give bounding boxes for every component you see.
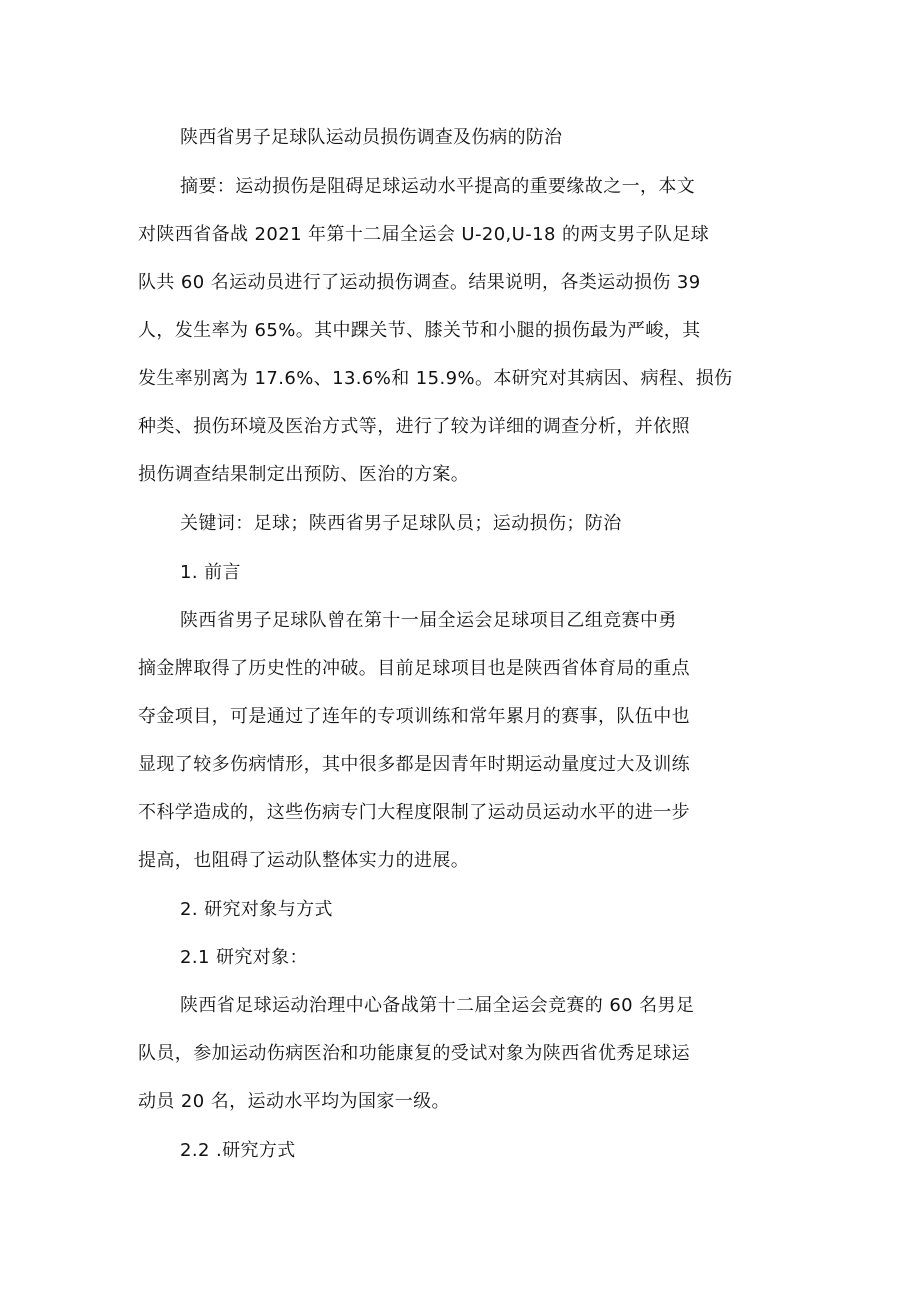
paragraph-line: 陕西省男子足球队曾在第十一届全运会足球项目乙组竞赛中勇 (180, 610, 677, 631)
abstract-line: 对陕西省备战 2021 年第十二届全运会 U-20,U-18 的两支男子队足球 (138, 224, 710, 245)
paragraph-line: 显现了较多伤病情形，其中很多都是因青年时期运动量度过大及训练 (138, 754, 690, 775)
abstract-line: 发生率别离为 17.6%、13.6%和 15.9%。本研究对其病因、病程、损伤 (138, 368, 733, 389)
paper-title: 陕西省男子足球队运动员损伤调查及伤病的防治 (180, 127, 563, 148)
paragraph-line: 动员 20 名，运动水平均为国家一级。 (138, 1091, 450, 1112)
keywords-line: 关键词：足球；陕西省男子足球队员；运动损伤；防治 (180, 513, 622, 534)
abstract-line: 队共 60 名运动员进行了运动损伤调查。结果说明，各类运动损伤 39 (138, 272, 701, 293)
subsection-heading: 2.1 研究对象： (180, 947, 308, 968)
paragraph-line: 队员，参加运动伤病医治和功能康复的受试对象为陕西省优秀足球运 (138, 1043, 690, 1064)
paragraph-line: 摘金牌取得了历史性的冲破。目前足球项目也是陕西省体育局的重点 (138, 658, 690, 679)
abstract-line: 摘要：运动损伤是阻碍足球运动水平提高的重要缘故之一，本文 (180, 176, 696, 197)
subsection-heading: 2.2 .研究方式 (180, 1140, 296, 1161)
paragraph-line: 夺金项目，可是通过了连年的专项训练和常年累月的赛事，队伍中也 (138, 706, 690, 727)
abstract-line: 人，发生率为 65%。其中踝关节、膝关节和小腿的损伤最为严峻，其 (138, 320, 701, 341)
abstract-line: 损伤调查结果制定出预防、医治的方案。 (138, 464, 470, 485)
section-heading: 1. 前言 (180, 562, 241, 583)
paragraph-line: 提高，也阻碍了运动队整体实力的进展。 (138, 850, 470, 871)
paragraph-line: 陕西省足球运动治理中心备战第十二届全运会竞赛的 60 名男足 (180, 995, 695, 1016)
abstract-line: 种类、损伤环境及医治方式等，进行了较为详细的调查分析，并依照 (138, 416, 690, 437)
paragraph-line: 不科学造成的，这些伤病专门大程度限制了运动员运动水平的进一步 (138, 802, 690, 823)
section-heading: 2. 研究对象与方式 (180, 899, 333, 920)
